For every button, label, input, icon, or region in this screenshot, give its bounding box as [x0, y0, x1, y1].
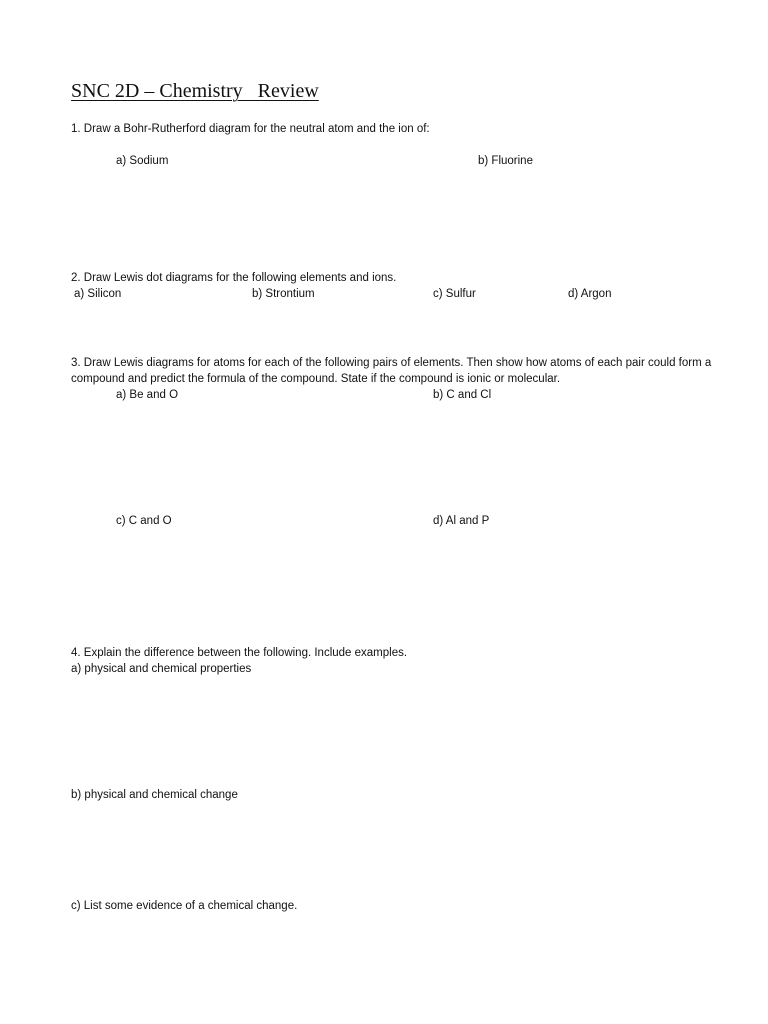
- question-3-part-c: c) C and O: [116, 515, 172, 527]
- page-title: SNC 2D – Chemistry Review: [71, 80, 319, 102]
- question-2-prompt: 2. Draw Lewis dot diagrams for the following elements and ions.: [71, 272, 397, 284]
- question-1-part-a: a) Sodium: [116, 155, 169, 167]
- question-4-prompt: 4. Explain the difference between the following. Include examples.: [71, 647, 408, 659]
- question-4-part-a: a) physical and chemical properties: [71, 663, 252, 675]
- question-3-part-b: b) C and Cl: [433, 389, 492, 401]
- question-4-part-c: c) List some evidence of a chemical change.: [71, 900, 298, 912]
- question-4-part-b: b) physical and chemical change: [71, 789, 238, 801]
- question-3-prompt-line-2: compound and predict the formula of the compound. State if the compound is ionic or molecular.: [71, 373, 561, 385]
- question-1-part-b: b) Fluorine: [478, 155, 533, 167]
- question-2-part-c: c) Sulfur: [433, 288, 476, 300]
- question-2-part-b: b) Strontium: [252, 288, 315, 300]
- question-2-part-d: d) Argon: [568, 288, 612, 300]
- question-3-part-a: a) Be and O: [116, 389, 179, 401]
- question-3-part-d: d) Al and P: [433, 515, 490, 527]
- question-3-prompt-line-1: 3. Draw Lewis diagrams for atoms for each of the following pairs of elements. Then show how atoms of each pair could form a: [71, 357, 712, 369]
- question-1-prompt: 1. Draw a Bohr-Rutherford diagram for the neutral atom and the ion of:: [71, 123, 430, 135]
- question-2-part-a: a) Silicon: [74, 288, 122, 300]
